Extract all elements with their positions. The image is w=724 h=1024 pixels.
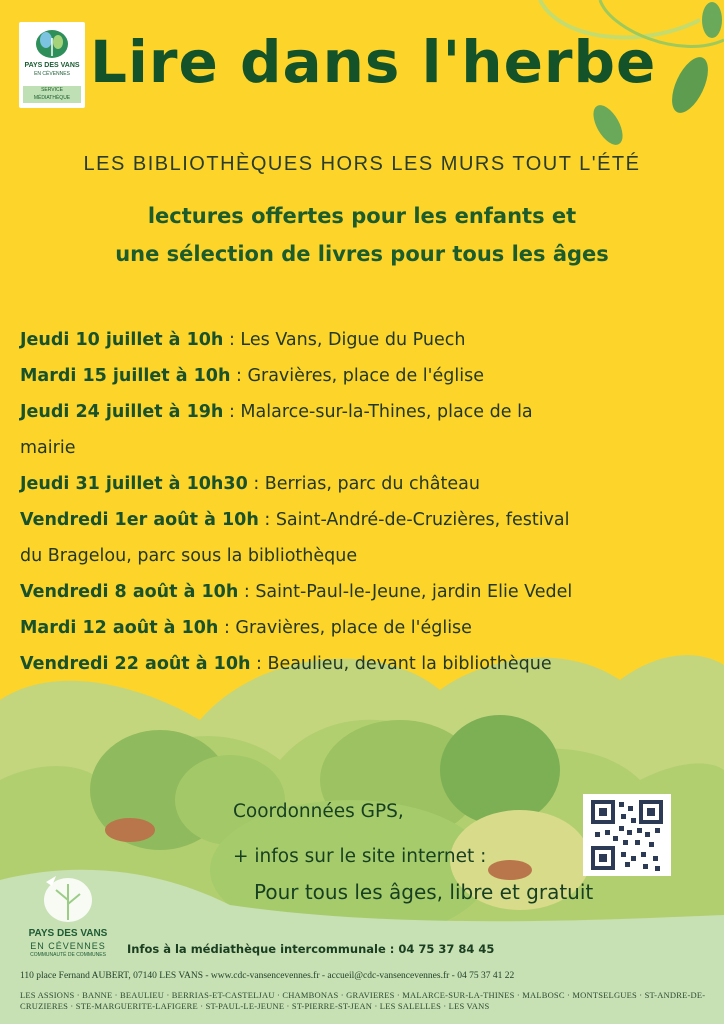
tagline-line-1: lectures offertes pour les enfants et xyxy=(147,204,577,228)
communes-list: LES ASSIONS · BANNE · BEAULIEU · BERRIAS-ET-CASTELJAU · CHAMBONAS · GRAVIERES · MALARCE-SUR-LA-THINES · MALBOSC · MONTSELGUES · ST-ANDRE-DE-CRUZIERES · STE-MARGUERITE-LAFIGERE · ST-PAUL-LE-JEUNE · ST-PIERRE-ST-JEAN · LES SALELLES · LES VANS xyxy=(20,990,706,1011)
tagline-line-2: une sélection de livres pour tous les âges xyxy=(115,242,609,266)
event-item: Mardi 15 juillet à 10h : Gravières, place de l'église xyxy=(20,366,484,386)
event-item-continuation: mairie xyxy=(20,438,76,458)
website-info-text: + infos sur le site internet : xyxy=(233,846,487,867)
event-item: Jeudi 10 juillet à 10h : Les Vans, Digue du Puech xyxy=(20,330,466,350)
leaf-logo-icon xyxy=(38,870,98,926)
subtitle: LES BIBLIOTHÈQUES HORS LES MURS TOUT L'ÉTÉ xyxy=(83,153,641,175)
mediatheque-contact: Infos à la médiathèque intercommunale : 04 75 37 84 45 xyxy=(127,942,495,956)
logo-top-service: SERVICE MÉDIATHÈQUE xyxy=(23,86,81,103)
logo-bottom-region: EN CÉVENNES xyxy=(30,941,106,951)
logo-bottom xyxy=(18,870,118,965)
logo-top xyxy=(19,22,85,108)
logo-bottom-tagline: COMMUNAUTÉ DE COMMUNES xyxy=(30,952,106,958)
event-list xyxy=(20,322,720,682)
event-item: Vendredi 8 août à 10h : Saint-Paul-le-Jeune, jardin Elie Vedel xyxy=(20,582,573,602)
event-item: Mardi 12 août à 10h : Gravières, place de l'église xyxy=(20,618,472,638)
event-item: Vendredi 22 août à 10h : Beaulieu, devant la bibliothèque xyxy=(20,654,552,674)
leaf-logo-icon xyxy=(32,26,72,60)
event-item: Vendredi 1er août à 10h : Saint-André-de-Cruzières, festival xyxy=(20,510,570,530)
address-contact-line: 110 place Fernand AUBERT, 07140 LES VANS - www.cdc-vansencevennes.fr - accueil@cdc-vansencevennes.fr - 04 75 37 41 22 xyxy=(20,971,515,981)
page-title: Lire dans l'herbe xyxy=(90,28,657,96)
event-item: Jeudi 24 juillet à 19h : Malarce-sur-la-Thines, place de la xyxy=(20,402,533,422)
event-item: Jeudi 31 juillet à 10h30 : Berrias, parc du château xyxy=(20,474,480,494)
qr-code[interactable] xyxy=(583,794,671,876)
logo-bottom-name: PAYS DES VANS xyxy=(28,928,108,939)
logo-top-name: PAYS DES VANS xyxy=(24,62,80,69)
gps-text: Coordonnées GPS, xyxy=(233,801,404,822)
stone xyxy=(105,818,155,842)
free-entry-text: Pour tous les âges, libre et gratuit xyxy=(254,880,594,904)
qr-code-icon xyxy=(583,794,671,876)
event-item-continuation: du Bragelou, parc sous la bibliothèque xyxy=(20,546,358,566)
logo-top-region: EN CÉVENNES xyxy=(34,71,70,77)
